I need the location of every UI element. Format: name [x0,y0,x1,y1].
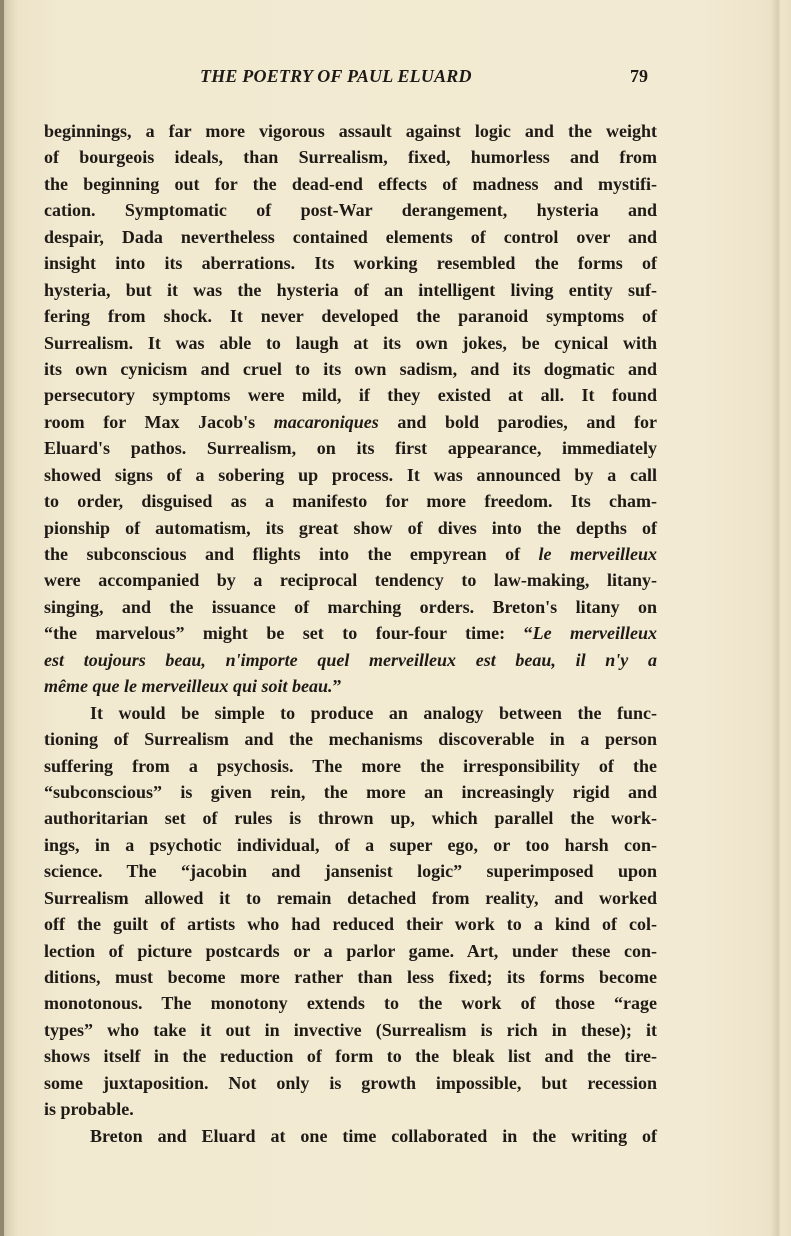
text-segment: its own cynicism and cruel to its own sadism, and its dogmatic and [44,358,657,379]
text-line [44,1096,657,1122]
text-segment: Surrealism allowed it to remain detached from reality, and worked [44,887,657,908]
text-segment: cation. Symptomatic of post-War derangement, hysteria and [44,200,657,221]
text-segment: pionship of automatism, its great show of dives into the depths of [44,517,657,538]
text-segment: authoritarian set of rules is thrown up, which parallel the work- [44,808,657,829]
text-segment: science. The “jacobin and jansenist logic” superimposed upon [44,861,657,882]
text-segment: persecutory symptoms were mild, if they existed at all. It found [44,385,657,406]
text-segment: Eluard's pathos. Surrealism, on its first appearance, immediately [44,438,657,459]
text-segment: lection of picture postcards or a parlor game. Art, under these con- [44,940,657,961]
italic-text: même que le merveilleux qui soit beau. [44,676,333,697]
text-segment: insight into its aberrations. Its working resembled the forms of [44,253,657,274]
text-segment: ings, in a psychotic individual, of a super ego, or too harsh con- [44,834,657,855]
text-segment: showed signs of a sobering up process. It was announced by a call [44,464,657,485]
text-segment: were accompanied by a reciprocal tendency to law-making, litany- [44,570,657,591]
text-line [44,515,657,541]
text-segment: monotonous. The monotony extends to the work of those “rage [44,993,657,1014]
text-segment: of bourgeois ideals, than Surrealism, fixed, humorless and from [44,147,657,168]
text-segment: hysteria, but it was the hysteria of an intelligent living entity suf- [44,279,657,300]
text-line [44,382,657,408]
text-line [44,488,657,514]
text-line [44,541,657,567]
text-line [44,330,657,356]
text-segment: some juxtaposition. Not only is growth impossible, but recession [44,1072,657,1093]
text-line [44,1123,657,1149]
text-segment: types” who take it out in invective (Surrealism is rich in these); it [44,1019,657,1040]
text-segment: ” [332,676,342,697]
text-segment: despair, Dada nevertheless contained elements of control over and [44,226,657,247]
text-line [44,620,657,646]
text-segment: to order, disguised as a manifesto for more freedom. Its cham- [44,491,657,512]
text-segment: singing, and the issuance of marching orders. Breton's litany on [44,596,657,617]
text-line [44,885,657,911]
text-line [44,171,657,197]
text-line [44,726,657,752]
italic-text: Le merveilleux [532,623,657,644]
text-line [44,911,657,937]
italic-text: est toujours beau, n'importe quel merveilleux est beau, il n'y a [44,649,657,670]
text-line [44,144,657,170]
text-segment: beginnings, a far more vigorous assault against logic and the weight [44,121,657,141]
text-segment: shows itself in the reduction of form to the bleak list and the tire- [44,1046,657,1067]
text-line [44,197,657,223]
text-segment: fering from shock. It never developed the paranoid symptoms of [44,306,657,327]
text-line [44,1017,657,1043]
page-number: 79 [630,66,648,86]
text-line [44,1070,657,1096]
text-line [44,250,657,276]
body-text [44,118,657,1149]
italic-text: le merveilleux [538,544,657,564]
text-segment: ditions, must become more rather than less fixed; its forms become [44,967,657,987]
text-line [44,964,657,990]
text-segment: is probable. [44,1099,134,1120]
text-line [44,805,657,831]
text-segment: the subconscious and flights into the empyrean of [44,544,539,564]
text-line [44,700,657,726]
text-segment: off the guilt of artists who had reduced their work to a kind of col- [44,914,657,935]
text-line [44,1043,657,1069]
text-line [44,224,657,250]
text-segment: tioning of Surrealism and the mechanisms discoverable in a person [44,729,657,750]
text-line [44,832,657,858]
text-line [44,356,657,382]
text-line [44,858,657,884]
text-segment: Surrealism. It was able to laugh at its own jokes, be cynical with [44,332,657,353]
running-title: THE POETRY OF PAUL ELUARD [200,66,472,86]
text-segment: the beginning out for the dead-end effects of madness and mystifi- [44,173,657,194]
text-line [44,567,657,593]
text-line [44,303,657,329]
text-line [44,409,657,435]
text-line [44,594,657,620]
text-line [44,462,657,488]
text-line [44,753,657,779]
text-line [44,277,657,303]
text-line [44,435,657,461]
running-header [0,66,791,92]
text-segment: Breton and Eluard at one time collaborated in the writing of [90,1125,657,1146]
text-segment: It would be simple to produce an analogy between the func- [90,702,657,723]
text-line [44,647,657,673]
text-segment: and bold parodies, and for [378,411,658,432]
text-line [44,938,657,964]
text-segment: “the marvelous” might be set to four-four time: “ [44,623,533,644]
text-line [44,990,657,1016]
italic-text: macaroniques [273,411,379,432]
text-segment: room for Max Jacob's [44,411,274,432]
text-segment: suffering from a psychosis. The more the irresponsibility of the [44,755,657,776]
book-gutter-shadow [0,0,4,1236]
text-line [44,779,657,805]
text-segment: “subconscious” is given rein, the more an increasingly rigid and [44,781,657,802]
text-line [44,673,657,699]
text-line [44,118,657,144]
